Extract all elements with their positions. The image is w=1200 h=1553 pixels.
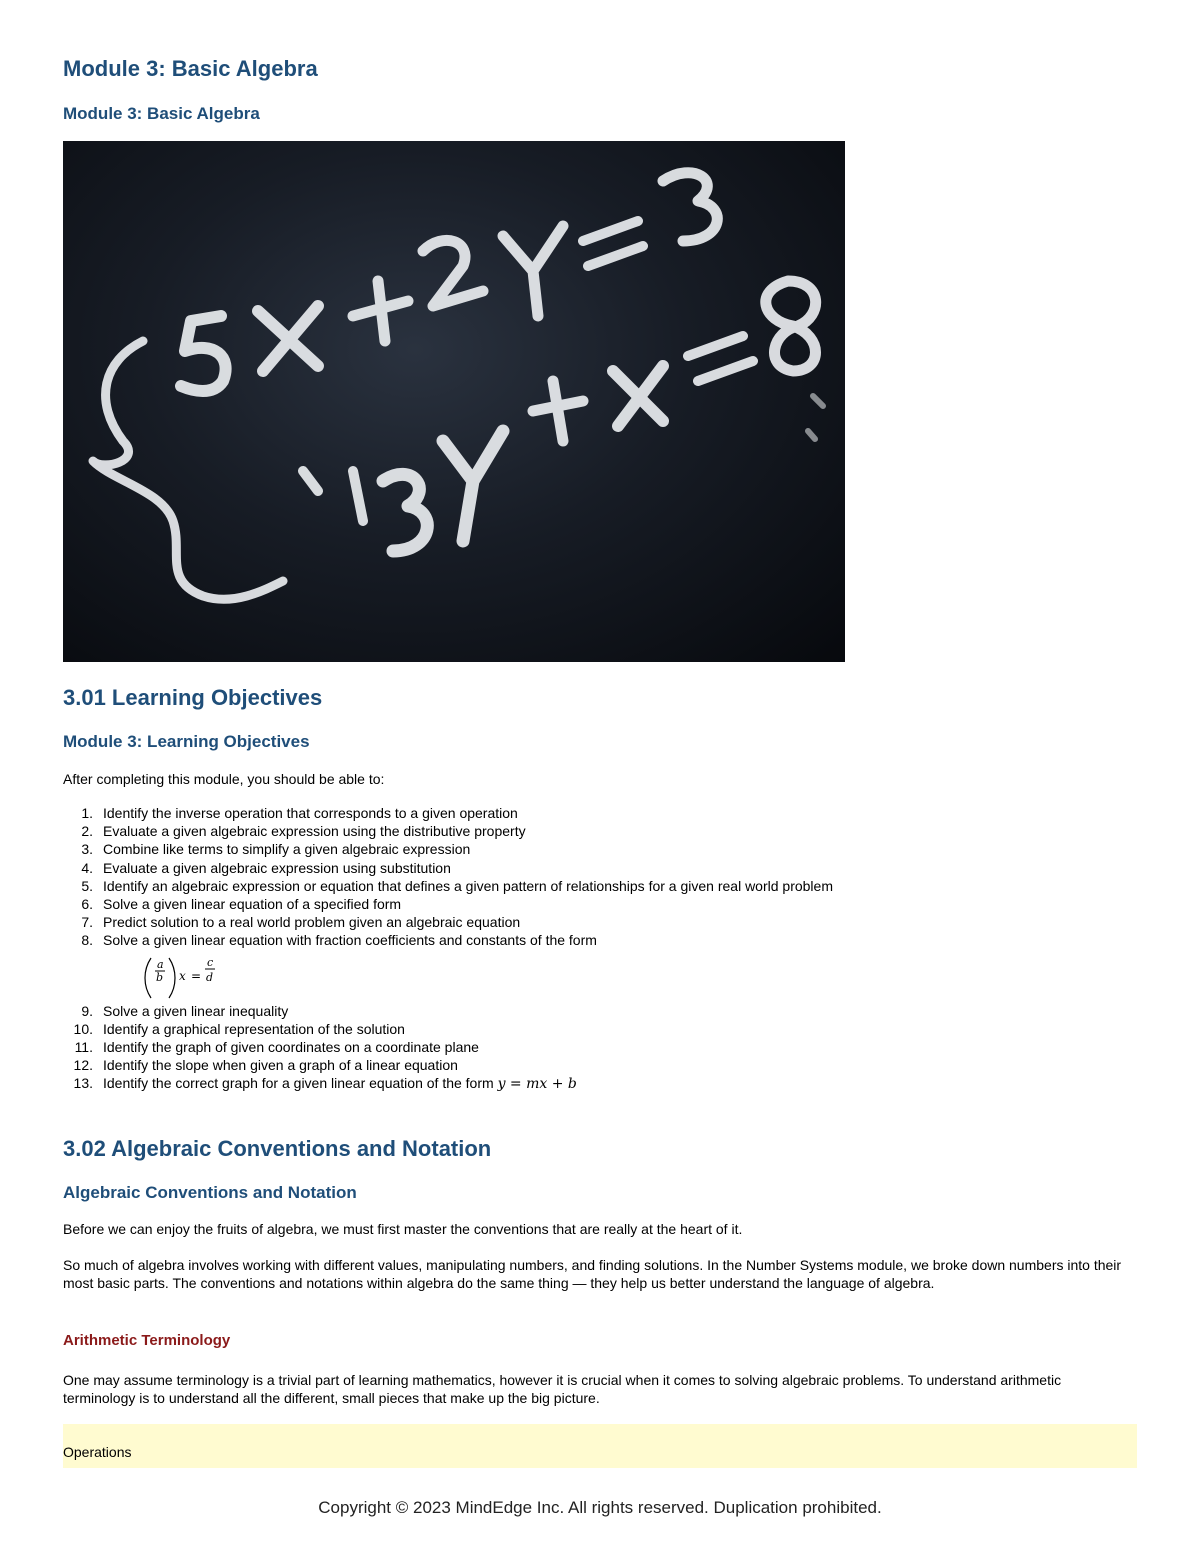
module-title: Module 3: Basic Algebra — [63, 56, 318, 81]
list-item: 11. Identify the graph of given coordinates on a coordinate plane — [74, 1039, 479, 1056]
formula-equals: = — [191, 968, 202, 983]
list-item: 5. Identify an algebraic expression or equation that defines a given pattern of relationships for a given real world problem — [81, 877, 833, 894]
list-item: 9. Solve a given linear inequality — [81, 1002, 289, 1019]
section-301-title: 3.01 Learning Objectives — [63, 685, 323, 710]
formula-x: x — [179, 968, 186, 983]
formula-c: c — [207, 955, 214, 969]
section-301-subtitle: Module 3: Learning Objectives — [63, 732, 310, 751]
chalk-writing-graphic — [63, 141, 845, 662]
objectives-list — [63, 804, 833, 1094]
list-item: 8. Solve a given linear equation with fraction coefficients and constants of the form a b x = c d — [63, 931, 833, 1001]
list-item: 12. Identify the slope when given a graph of a linear equation — [73, 1057, 458, 1074]
list-item: 13. Identify the correct graph for a given linear equation of the form y = mx + b — [73, 1075, 577, 1093]
paragraph-terminology: One may assume terminology is a trivial part of learning mathematics, however it is crucial when it comes to solving algebraic problems. To understand arithmetic terminology is to understand all the different, small pieces that make up the big picture. — [63, 1372, 1062, 1406]
formula-a: a — [157, 957, 164, 971]
objectives-intro: After completing this module, you should be able to: — [63, 771, 385, 787]
list-item: 6. Solve a given linear equation of a specified form — [81, 896, 402, 913]
module-subtitle: Module 3: Basic Algebra — [63, 104, 260, 123]
fraction-formula-graphic — [143, 954, 233, 1002]
fraction-formula — [103, 950, 833, 1002]
section-302-title: 3.02 Algebraic Conventions and Notation — [63, 1136, 492, 1161]
copyright-footer: Copyright © 2023 MindEdge Inc. All rights reserved. Duplication prohibited. — [318, 1498, 882, 1517]
section-302-subtitle: Algebraic Conventions and Notation — [63, 1183, 357, 1202]
formula-d: d — [206, 970, 214, 984]
list-item: 2. Evaluate a given algebraic expression using the distributive property — [81, 823, 526, 840]
list-item: 10. Identify a graphical representation of the solution — [73, 1020, 405, 1037]
formula-b: b — [156, 970, 164, 984]
list-item: 1. Identify the inverse operation that corresponds to a given operation — [81, 805, 518, 821]
arithmetic-terminology-heading: Arithmetic Terminology — [63, 1332, 231, 1349]
paragraph-intro: Before we can enjoy the fruits of algebra, we must first master the conventions that are really at the heart of it. — [63, 1221, 743, 1237]
list-item: 7. Predict solution to a real world problem given an algebraic equation — [81, 914, 521, 931]
list-item: 4. Evaluate a given algebraic expression using substitution — [81, 859, 451, 876]
list-item: 3. Combine like terms to simplify a given algebraic expression — [81, 841, 471, 858]
callout-label: Operations — [63, 1444, 132, 1460]
paragraph-conventions: So much of algebra involves working with different values, manipulating numbers, and finding solutions. In the Number Systems module, we broke down numbers into their most basic parts. The conventions and notations within algebra do the same thing — they help us better understand the language of algebra. — [63, 1257, 1122, 1291]
slope-intercept-form: y = mx + b — [497, 1076, 577, 1093]
operations-callout — [63, 1424, 1137, 1468]
chalkboard-equations-image — [63, 141, 845, 662]
